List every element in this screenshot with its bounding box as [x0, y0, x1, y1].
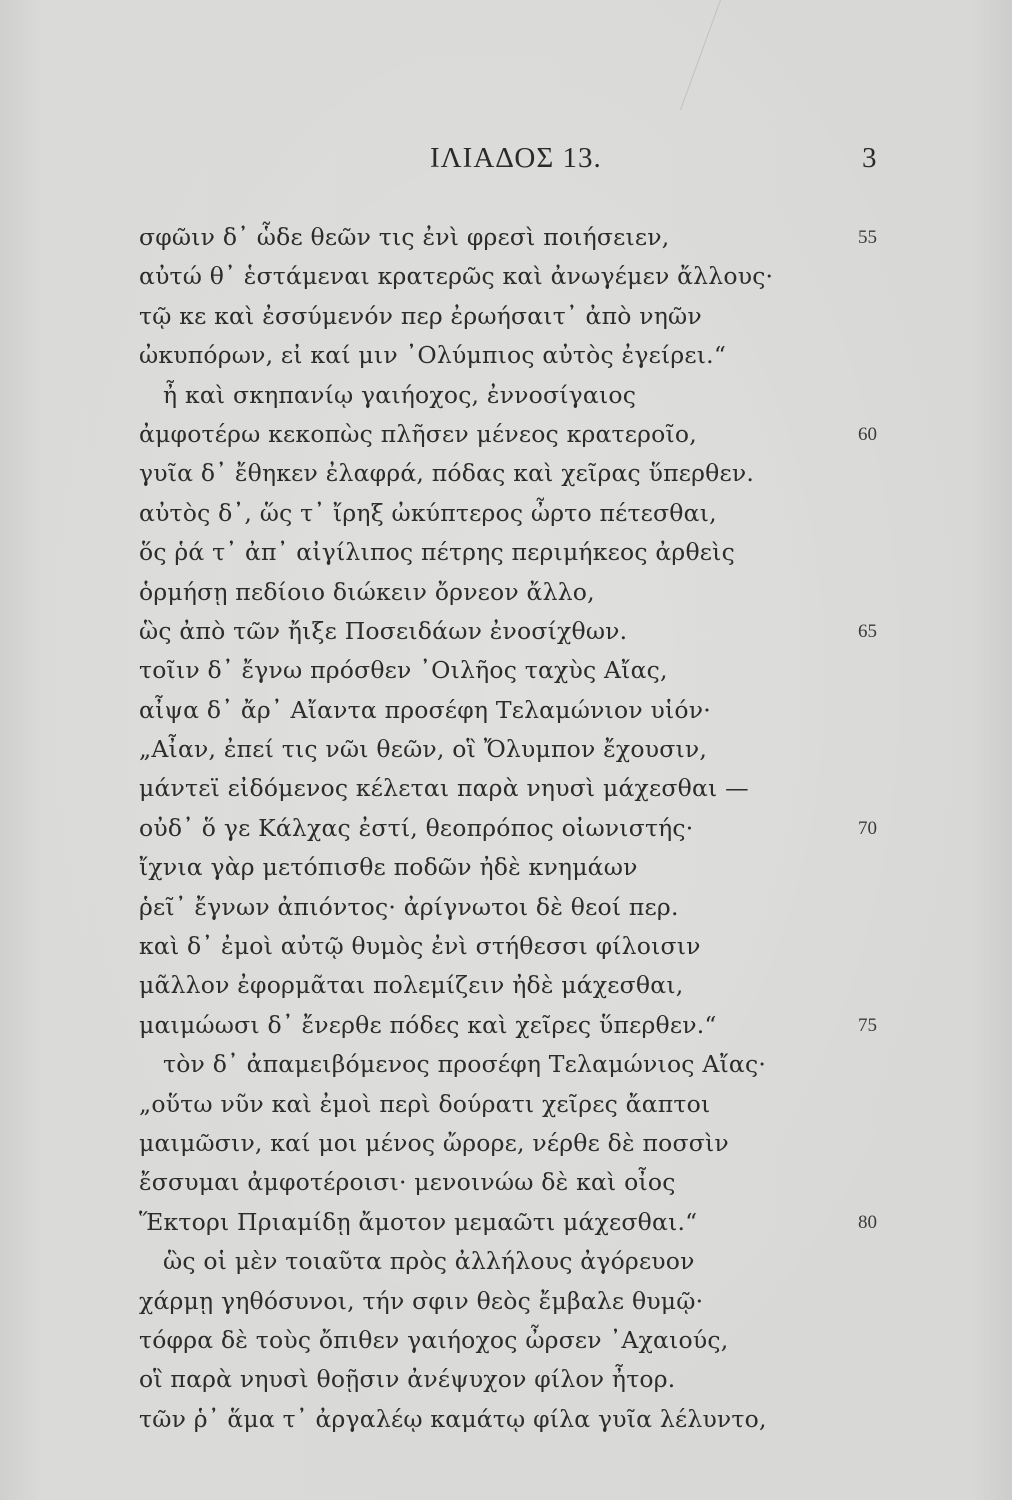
verse-text: μᾶλλον ἐφορμᾶται πολεμίζειν ἠδὲ μάχεσθαι,: [139, 971, 684, 1000]
verse-line: [0, 1085, 1012, 1124]
verse-line: [0, 257, 1012, 296]
verse-line: [0, 415, 1012, 454]
verse-block: [0, 218, 1012, 1439]
verse-text: ὁρμήσῃ πεδίοιο διώκειν ὄρνεον ἄλλο,: [139, 577, 595, 606]
verse-text: αἶψα δ᾿ ἄρ᾿ Αἴαντα προσέφη Τελαμώνιον υἱόν·: [139, 695, 711, 724]
verse-text: μαιμώωσι δ᾿ ἔνερθε πόδες καὶ χεῖρες ὕπερθεν.“: [139, 1010, 717, 1039]
verse-text: ἔσσυμαι ἀμφοτέροισι· μενοινώω δὲ καὶ οἶος: [139, 1168, 676, 1197]
verse-line: [0, 1163, 1012, 1202]
verse-text: ἴχνια γὰρ μετόπισθε ποδῶν ἠδὲ κνημάων: [139, 853, 638, 882]
verse-text: ῥεῖ᾿ ἔγνων ἀπιόντος· ἀρίγνωτοι δὲ θεοί περ.: [139, 892, 679, 921]
verse-line: [0, 1124, 1012, 1163]
verse-line: [0, 612, 1012, 651]
verse-line: [0, 1006, 1012, 1045]
line-number: 80: [858, 1211, 877, 1233]
page-header: [0, 142, 1012, 182]
verse-line: [0, 848, 1012, 887]
line-number: 75: [858, 1014, 877, 1036]
verse-text: καὶ δ᾿ ἐμοὶ αὐτῷ θυμὸς ἐνὶ στήθεσσι φίλοισιν: [139, 932, 701, 961]
verse-line: [0, 494, 1012, 533]
page-number: 3: [862, 142, 877, 174]
verse-line: [0, 218, 1012, 257]
verse-line: [0, 1282, 1012, 1321]
verse-text: γυῖα δ᾿ ἔθηκεν ἐλαφρά, πόδας καὶ χεῖρας ὕπερθεν.: [139, 459, 754, 488]
verse-line: [0, 533, 1012, 572]
verse-text: ἀμφοτέρω κεκοπὼς πλῆσεν μένεος κρατεροῖο,: [139, 419, 697, 448]
verse-text: χάρμῃ γηθόσυνοι, τήν σφιν θεὸς ἔμβαλε θυμῷ·: [139, 1286, 704, 1315]
line-number: 60: [858, 423, 877, 445]
verse-text: μαιμῶσιν, καί μοι μένος ὤρορε, νέρθε δὲ ποσσὶν: [139, 1128, 729, 1157]
verse-text: ὠκυπόρων, εἰ καί μιν ᾿Ολύμπιος αὐτὸς ἐγείρει.“: [139, 341, 727, 370]
verse-text: ὅς ῥά τ᾿ ἀπ᾿ αἰγίλιπος πέτρης περιμήκεος ἀρθεὶς: [139, 538, 735, 567]
verse-line: [0, 927, 1012, 966]
verse-text: σφῶιν δ᾿ ὧδε θεῶν τις ἐνὶ φρεσὶ ποιήσειεν,: [139, 223, 670, 251]
line-number: 70: [858, 817, 877, 839]
line-number: 65: [858, 620, 877, 642]
verse-text: ἦ καὶ σκηπανίῳ γαιήοχος, ἐννοσίγαιος: [163, 380, 637, 409]
verse-text: τὸν δ᾿ ἀπαμειβόμενος προσέφη Τελαμώνιος Αἴας·: [163, 1050, 767, 1079]
verse-line: [0, 769, 1012, 808]
verse-line: [0, 966, 1012, 1005]
verse-line: [0, 1321, 1012, 1360]
verse-text: τοῖιν δ᾿ ἔγνω πρόσθεν ᾿Οιλῆος ταχὺς Αἴας,: [139, 656, 668, 685]
verse-line: [0, 1242, 1012, 1281]
verse-text: μάντεϊ εἰδόμενος κέλεται παρὰ νηυσὶ μάχεσθαι —: [139, 774, 749, 803]
verse-text: ὣς ἀπὸ τῶν ἤιξε Ποσειδάων ἐνοσίχθων.: [139, 616, 628, 645]
verse-text: „Αἶαν, ἐπεί τις νῶι θεῶν, οἳ Ὄλυμπον ἔχουσιν,: [139, 735, 708, 764]
verse-text: οὐδ᾿ ὅ γε Κάλχας ἐστί, θεοπρόπος οἰωνιστής·: [139, 813, 694, 842]
verse-line: [0, 573, 1012, 612]
running-title: ΙΛΙΑΔΟΣ 13.: [430, 142, 602, 174]
line-number: 55: [858, 227, 877, 248]
verse-text: τῶν ῥ᾿ ἅμα τ᾿ ἀργαλέῳ καμάτῳ φίλα γυῖα λέλυντο,: [139, 1404, 767, 1433]
verse-text: Ἕκτορι Πριαμίδῃ ἄμοτον μεμαῶτι μάχεσθαι.“: [139, 1207, 698, 1236]
verse-line: [0, 297, 1012, 336]
verse-line: [0, 730, 1012, 769]
verse-line: [0, 1400, 1012, 1439]
verse-line: [0, 888, 1012, 927]
verse-text: αὐτὸς δ᾿, ὥς τ᾿ ἴρηξ ὠκύπτερος ὦρτο πέτεσθαι,: [139, 498, 717, 527]
verse-text: τῷ κε καὶ ἐσσύμενόν περ ἐρωήσαιτ᾿ ἀπὸ νηῶν: [139, 301, 702, 330]
verse-text: „οὕτω νῦν καὶ ἐμοὶ περὶ δούρατι χεῖρες ἄαπτοι: [139, 1089, 711, 1118]
verse-line: [0, 1045, 1012, 1084]
verse-line: [0, 651, 1012, 690]
verse-line: [0, 1203, 1012, 1242]
verse-text: τόφρα δὲ τοὺς ὄπιθεν γαιήοχος ὦρσεν ᾿Αχαιούς,: [139, 1325, 729, 1354]
verse-line: [0, 454, 1012, 493]
verse-text: οἳ παρὰ νηυσὶ θοῇσιν ἀνέψυχον φίλον ἦτορ.: [139, 1365, 676, 1394]
verse-line: [0, 1360, 1012, 1399]
page-smudge: [680, 0, 801, 110]
verse-text: ὣς οἱ μὲν τοιαῦτα πρὸς ἀλλήλους ἀγόρευον: [163, 1247, 695, 1276]
verse-line: [0, 376, 1012, 415]
verse-text: αὐτώ θ᾿ ἑστάμεναι κρατερῶς καὶ ἀνωγέμεν ἄλλους·: [139, 262, 774, 291]
verse-line: [0, 691, 1012, 730]
verse-line: [0, 809, 1012, 848]
verse-line: [0, 336, 1012, 375]
